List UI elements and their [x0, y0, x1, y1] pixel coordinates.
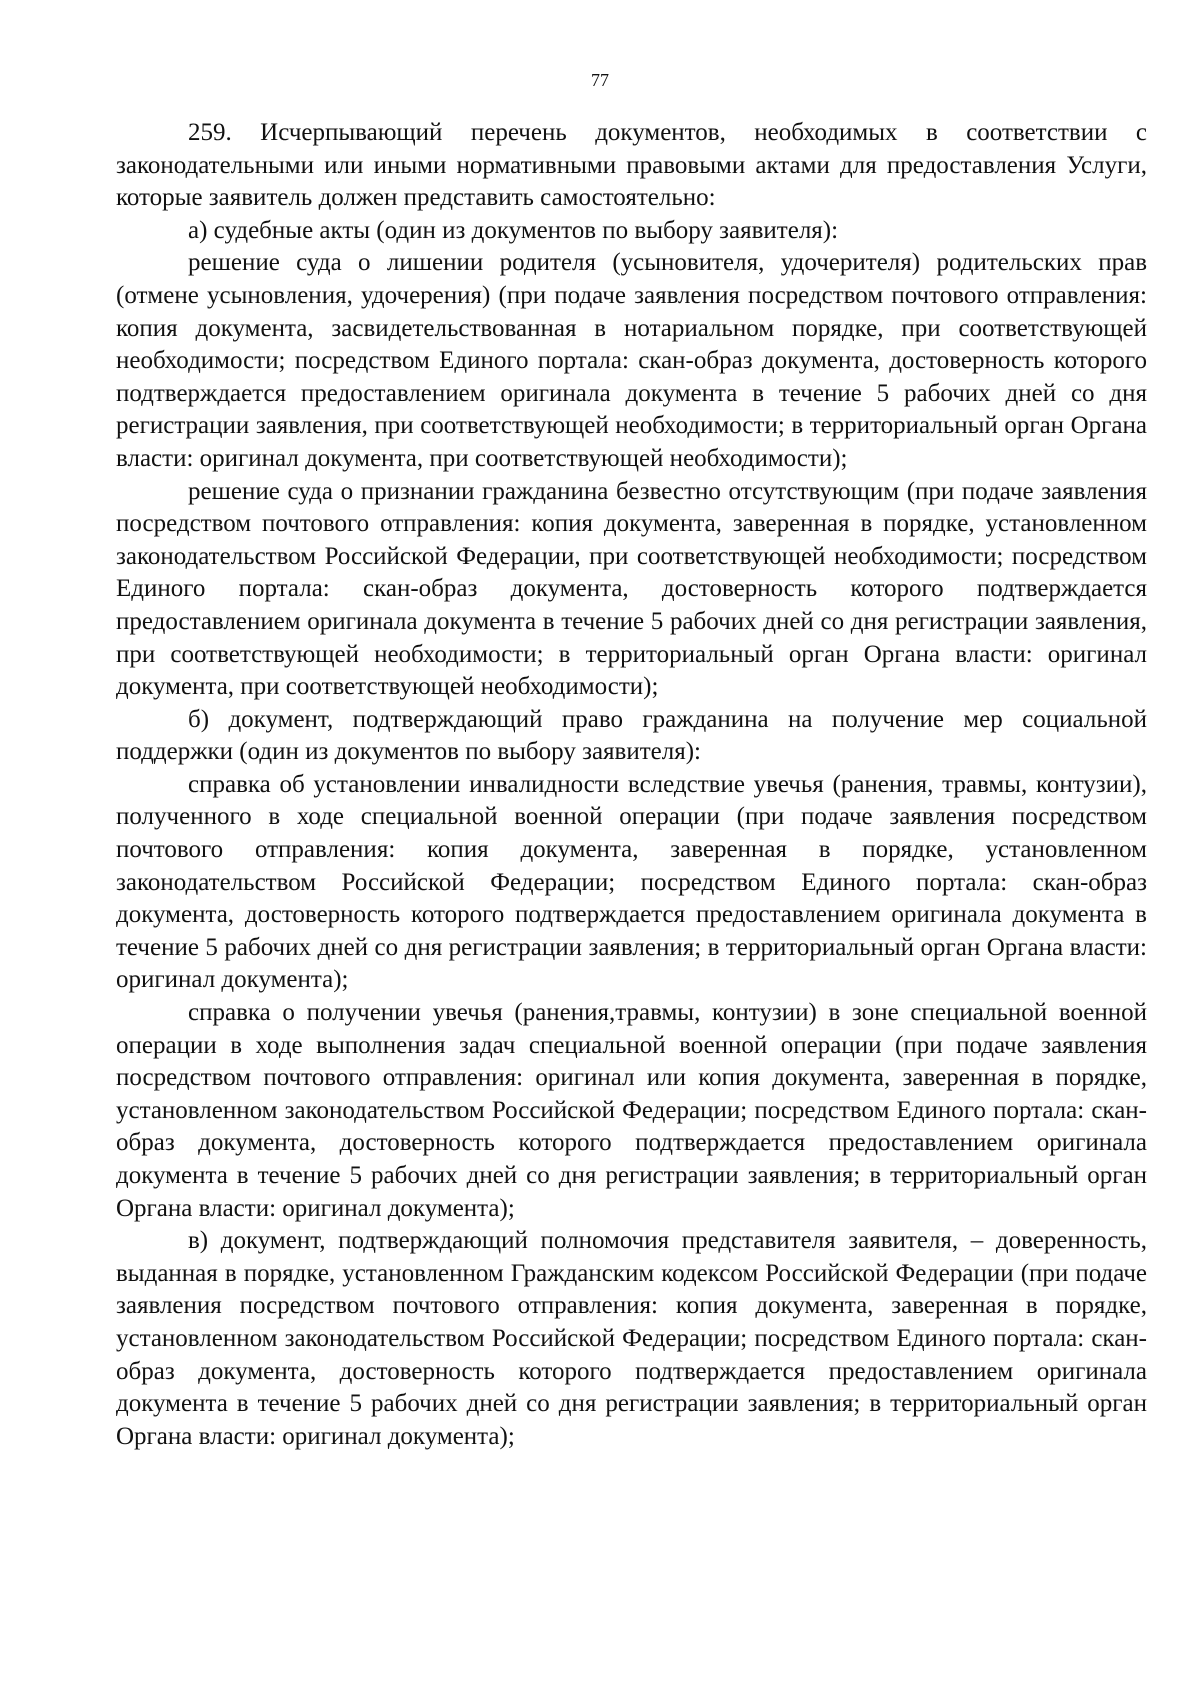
paragraph-item-a: а) судебные акты (один из документов по выбору заявителя): [188, 216, 839, 244]
document-body [116, 117, 1147, 1453]
page-number: 77 [591, 70, 609, 90]
paragraph-item-v-power-of-attorney: в) документ, подтверждающий полномочия представителя заявителя, – доверенность, выданная в порядке, установленном Гражданским кодексом Российской Федерации (при подаче заявления посредством почтового отправления: копия документа, заверенная в порядке, установленном законодательством Российской Федерации; посредством Единого портала: скан-образ документа, достоверность которого подтверждается предоставлением оригинала документа в течение 5 рабочих дней со дня регистрации заявления; в территориальный орган Органа власти: оригинал документа); [116, 1227, 1147, 1450]
paragraph-injury-certificate: справка о получении увечья (ранения,травмы, контузии) в зоне специальной военной операции в ходе выполнения задач специальной военной операции (при подаче заявления посредством почтового отправления: оригинал или копия документа, заверенная в порядке, установленном законодательством Российской Федерации; посредством Единого портала: скан-образ документа, достоверность которого подтверждается предоставлением оригинала документа в течение 5 рабочих дней со дня регистрации заявления; в территориальный орган Органа власти: оригинал документа); [116, 999, 1147, 1222]
paragraph-item-b: б) документ, подтверждающий право гражданина на получение мер социальной поддержки (один из документов по выбору заявителя): [116, 705, 1147, 766]
paragraph-259-intro: 259. Исчерпывающий перечень документов, необходимых в соответствии с законодательными или иными нормативными правовыми актами для предоставления Услуги, которые заявитель должен представить самостоятельно: [116, 119, 1147, 212]
paragraph-disability-certificate: справка об установлении инвалидности вследствие увечья (ранения, травмы, контузии), полученного в ходе специальной военной операции (при подаче заявления посредством почтового отправления: копия документа, заверенная в порядке, установленном законодательством Российской Федерации; посредством Единого портала: скан-образ документа, достоверность которого подтверждается предоставлением оригинала документа в течение 5 рабочих дней со дня регистрации заявления; в территориальный орган Органа власти: оригинал документа); [116, 770, 1147, 994]
paragraph-court-decision-parental-rights: решение суда о лишении родителя (усыновителя, удочерителя) родительских прав (отмене усыновления, удочерения) (при подаче заявления посредством почтового отправления: копия документа, засвидетельствованная в нотариальном порядке, при соответствующей необходимости; посредством Единого портала: скан-образ документа, достоверность которого подтверждается предоставлением оригинала документа в течение 5 рабочих дней со дня регистрации заявления, при соответствующей необходимости; в территориальный орган Органа власти: оригинал документа, при соответствующей необходимости); [116, 249, 1147, 472]
paragraph-court-decision-missing-person: решение суда о признании гражданина безвестно отсутствующим (при подаче заявления посредством почтового отправления: копия документа, заверенная в порядке, установленном законодательством Российской Федерации, при соответствующей необходимости; посредством Единого портала: скан-образ документа, достоверность которого подтверждается предоставлением оригинала документа в течение 5 рабочих дней со дня регистрации заявления, при соответствующей необходимости; в территориальный орган Органа власти: оригинал документа, при соответствующей необходимости); [116, 477, 1147, 701]
